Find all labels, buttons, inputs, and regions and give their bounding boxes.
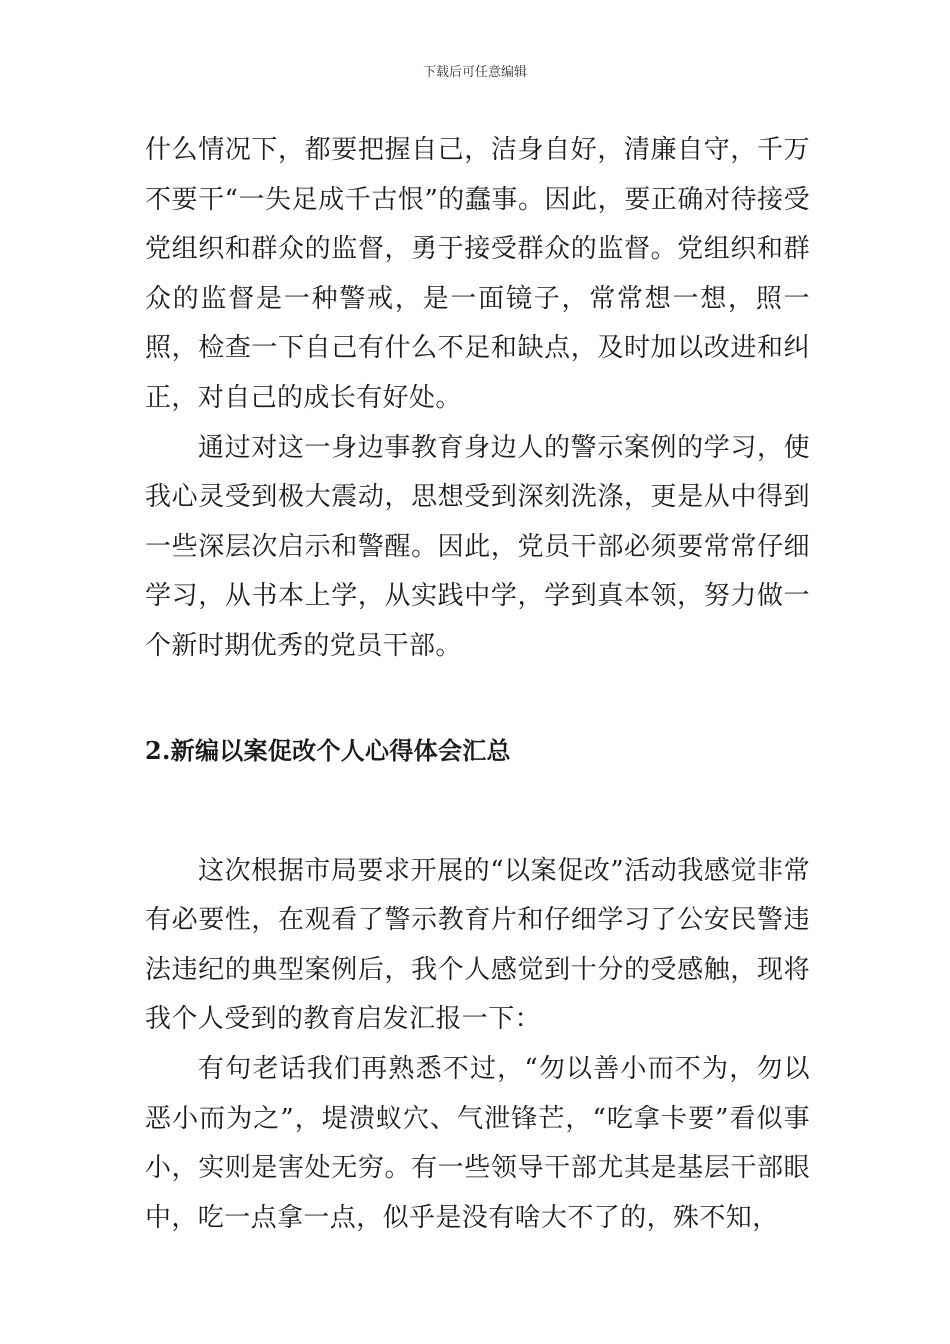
paragraph-proverb: 有句老话我们再熟悉不过，“勿以善小而不为，勿以恶小而为之”，堤溃蚁穴、气泄锋芒，“吃拿卡要”看似事小，实则是害处无穷。有一些领导干部尤其是基层干部眼中，吃一点拿一点，似乎是没有啥大不了的，殊不知，	[145, 1053, 810, 1233]
heading-spacer	[145, 776, 810, 847]
paragraph-intro: 这次根据市局要求开展的“以案促改”活动我感觉非常有必要性，在观看了警示教育片和仔细学习了公安民警违法违纪的典型案例后，我个人感觉到十分的受感触，现将我个人受到的教育启发汇报一下：	[145, 855, 810, 1035]
page-header-note: 下载后可任意编辑	[422, 65, 527, 80]
paragraph-reflection: 通过对这一身边事教育身边人的警示案例的学习，使我心灵受到极大震动，思想受到深刻洗涤，更是从中得到一些深层次启示和警醒。因此，党员干部必须要常常仔细学习，从书本上学，从实践中学，学到真本领，努力做一个新时期优秀的党员干部。	[145, 432, 810, 661]
document-body	[145, 126, 810, 1243]
section-heading: 2.新编以案促改个人心得体会汇总	[145, 735, 511, 765]
paragraph-continuation: 什么情况下，都要把握自己，洁身自好，清廉自守，千万不要干“一失足成千古恨”的蠢事。因此，要正确对待接受党组织和群众的监督，勇于接受群众的监督。党组织和群众的监督是一种警戒，是一面镜子，常常想一想，照一照，检查一下自己有什么不足和缺点，及时加以改进和纠正，对自己的成长有好处。	[145, 135, 810, 413]
